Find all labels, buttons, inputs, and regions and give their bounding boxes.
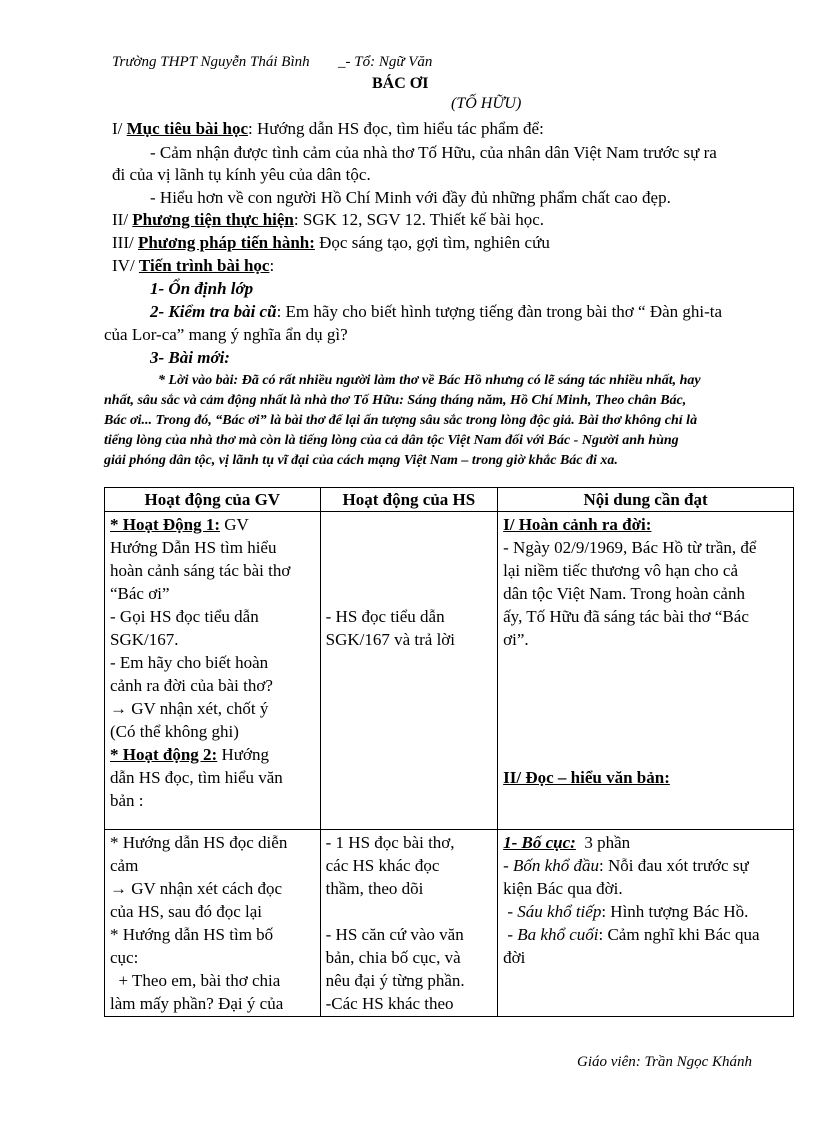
- intro-line-4: tiếng lòng của nhà thơ mà còn là tiếng lòng của cả dân tộc Việt Nam đối với Bác - Người anh hùng: [104, 433, 679, 448]
- part-2-line: [503, 900, 788, 923]
- lesson-table: [104, 487, 794, 1017]
- section-1-heading: Mục tiêu bài học: [126, 119, 248, 138]
- section-2-number: II/: [112, 210, 129, 229]
- cell-content-1: [498, 512, 794, 830]
- cell-hs-2: [320, 830, 498, 1017]
- cell-text: nêu đại ý từng phần.: [325, 971, 465, 990]
- cell-text: * Hướng dẫn HS đọc diễn: [110, 833, 288, 852]
- cell-text: SGK/167.: [110, 630, 179, 649]
- part-1-line: [503, 854, 788, 877]
- cell-text: + Theo em, bài thơ chia: [110, 971, 281, 990]
- cell-text: (Có thể không ghi): [110, 722, 239, 741]
- col-header-gv: Hoạt động của GV: [105, 488, 321, 512]
- author: (TỐ HỮU): [451, 95, 522, 112]
- step-1: 1- Ổn định lớp: [150, 279, 254, 298]
- part-2-label: - Sáu khổ tiếp: [503, 902, 602, 921]
- section-1-line-4: - Hiểu hơn về con người Hồ Chí Minh với đầy đủ những phẩm chất cao đẹp.: [150, 188, 671, 207]
- cell-text: dân tộc Việt Nam. Trong hoàn cảnh: [503, 584, 745, 603]
- section-2-text: : SGK 12, SGV 12. Thiết kế bài học.: [293, 210, 545, 229]
- table-row: [105, 512, 794, 830]
- intro-line-1: * Lời vào bài: Đã có rất nhiều người làm thơ về Bác Hồ nhưng có lẽ sáng tác nhiều nhất, hay: [158, 373, 701, 388]
- section-4-heading: Tiến trình bài học: [138, 256, 270, 275]
- activity-2-label: * Hoạt động 2:: [110, 745, 218, 764]
- cell-text: -Các HS khác theo: [325, 994, 454, 1013]
- section-1-line-2: - Cảm nhận được tình cảm của nhà thơ Tố Hữu, của nhân dân Việt Nam trước sự ra: [150, 143, 717, 162]
- cell-text: → GV nhận xét, chốt ý: [110, 699, 269, 718]
- step-2-text: : Em hãy cho biết hình tượng tiếng đàn trong bài thơ “ Đàn ghi-ta: [276, 302, 723, 321]
- content-heading-2: II/ Đọc – hiểu văn bản:: [503, 768, 670, 787]
- col-header-hs: Hoạt động của HS: [320, 488, 498, 512]
- cell-text: cảm: [110, 856, 139, 875]
- step-2-label: 2- Kiểm tra bài cũ: [150, 302, 277, 321]
- cell-text: - 1 HS đọc bài thơ,: [325, 833, 455, 852]
- step-3: 3- Bài mới:: [150, 348, 230, 367]
- cell-text: ấy, Tố Hữu đã sáng tác bài thơ “Bác: [503, 607, 749, 626]
- cell-text: lại niềm tiếc thương vô hạn cho cả: [503, 561, 739, 580]
- activity-2-line: [110, 743, 315, 766]
- activity-1-line: [110, 513, 315, 536]
- cell-text: dẫn HS đọc, tìm hiểu văn: [110, 768, 283, 787]
- cell-content-2: [498, 830, 794, 1017]
- section-4-number: IV/: [112, 256, 135, 275]
- cell-text: bản, chia bố cục, và: [325, 948, 461, 967]
- activity-1-rest: GV: [220, 515, 249, 534]
- cell-text: - Ngày 02/9/1969, Bác Hồ từ trần, để: [503, 538, 757, 557]
- cell-text: ơi”.: [503, 630, 529, 649]
- school-name: Trường THPT Nguyễn Thái Bình: [112, 54, 310, 70]
- table-row: [105, 830, 794, 1017]
- section-4-line: [112, 255, 274, 277]
- cell-text: * Hướng dẫn HS tìm bố: [110, 925, 274, 944]
- cell-gv-2: [105, 830, 321, 1017]
- section-3-heading: Phương pháp tiến hành:: [137, 233, 315, 252]
- section-1-number: I/: [112, 119, 123, 138]
- cell-text: làm mấy phần? Đại ý của: [110, 994, 284, 1013]
- cell-text: Hướng Dẫn HS tìm hiểu: [110, 538, 277, 557]
- department-name: _- Tổ: Ngữ Văn: [338, 54, 433, 70]
- activity-1-label: * Hoạt Động 1:: [110, 515, 221, 534]
- part-2-text: : Hình tượng Bác Hồ.: [601, 902, 749, 921]
- cell-text: “Bác ơi”: [110, 584, 170, 603]
- intro-line-5: giải phóng dân tộc, vị lãnh tụ vĩ đại của cách mạng Việt Nam – trong giờ khắc Bác đi xa.: [104, 453, 618, 468]
- cell-text: bản :: [110, 791, 144, 810]
- cell-text: cảnh ra đời của bài thơ?: [110, 676, 273, 695]
- part-1-text: : Nỗi đau xót trước sự: [598, 856, 749, 875]
- section-3-number: III/: [112, 233, 134, 252]
- cell-hs-1: [320, 512, 498, 830]
- cell-text: của HS, sau đó đọc lại: [110, 902, 263, 921]
- page-title: BÁC ƠI: [372, 75, 429, 92]
- part-1-text-2: kiện Bác qua đời.: [503, 879, 623, 898]
- step-2-line-2: của Lor-ca” mang ý nghĩa ẩn dụ gì?: [104, 325, 348, 344]
- section-1-line-3: đi của vị lãnh tụ kính yêu của dân tộc.: [112, 165, 371, 184]
- part-3-line: [503, 923, 788, 946]
- step-2-line-1: [150, 301, 722, 323]
- intro-line-3: Bác ơi... Trong đó, “Bác ơi” là bài thơ để lại ấn tượng sâu sắc trong lòng độc giả. Bài thơ không chỉ là: [104, 413, 698, 428]
- cell-text: cục:: [110, 948, 139, 967]
- cell-text: → GV nhận xét cách đọc: [110, 879, 282, 898]
- cell-text: - Gọi HS đọc tiểu dẫn: [110, 607, 259, 626]
- table-header-row: [105, 488, 794, 512]
- col-header-content: Nội dung cần đạt: [498, 488, 794, 512]
- teacher-signature: Giáo viên: Trần Ngọc Khánh: [577, 1054, 752, 1070]
- cell-gv-1: [105, 512, 321, 830]
- cell-text: - HS đọc tiểu dẫn: [325, 607, 445, 626]
- section-2-line: [112, 209, 544, 231]
- part-3-text-2: đời: [503, 948, 526, 967]
- part-3-label: - Ba khổ cuối: [503, 925, 599, 944]
- section-3-line: [112, 232, 550, 254]
- cell-text: hoàn cảnh sáng tác bài thơ: [110, 561, 291, 580]
- cell-text: thầm, theo dõi: [325, 879, 424, 898]
- part-3-text: : Cảm nghĩ khi Bác qua: [598, 925, 760, 944]
- structure-count: 3 phần: [575, 833, 631, 852]
- section-1-line-1: [112, 118, 544, 140]
- section-2-heading: Phương tiện thực hiện: [132, 210, 294, 229]
- section-3-text: Đọc sáng tạo, gợi tìm, nghiên cứu: [314, 233, 550, 252]
- content-heading-1: I/ Hoàn cảnh ra đời:: [503, 515, 652, 534]
- structure-heading-line: [503, 831, 788, 854]
- structure-heading: 1- Bố cục:: [503, 833, 576, 852]
- cell-text: các HS khác đọc: [325, 856, 440, 875]
- cell-text: SGK/167 và trả lời: [325, 630, 456, 649]
- section-1-text: : Hướng dẫn HS đọc, tìm hiểu tác phẩm để:: [248, 119, 544, 138]
- activity-2-rest: Hướng: [217, 745, 269, 764]
- part-1-label: - Bốn khổ đầu: [503, 856, 599, 875]
- cell-text: - HS căn cứ vào văn: [325, 925, 464, 944]
- section-4-text: :: [269, 256, 275, 275]
- cell-text: - Em hãy cho biết hoàn: [110, 653, 269, 672]
- intro-line-2: nhất, sâu sắc và cảm động nhất là nhà thơ Tố Hữu: Sáng tháng năm, Hồ Chí Minh, Theo chân Bác,: [104, 393, 687, 408]
